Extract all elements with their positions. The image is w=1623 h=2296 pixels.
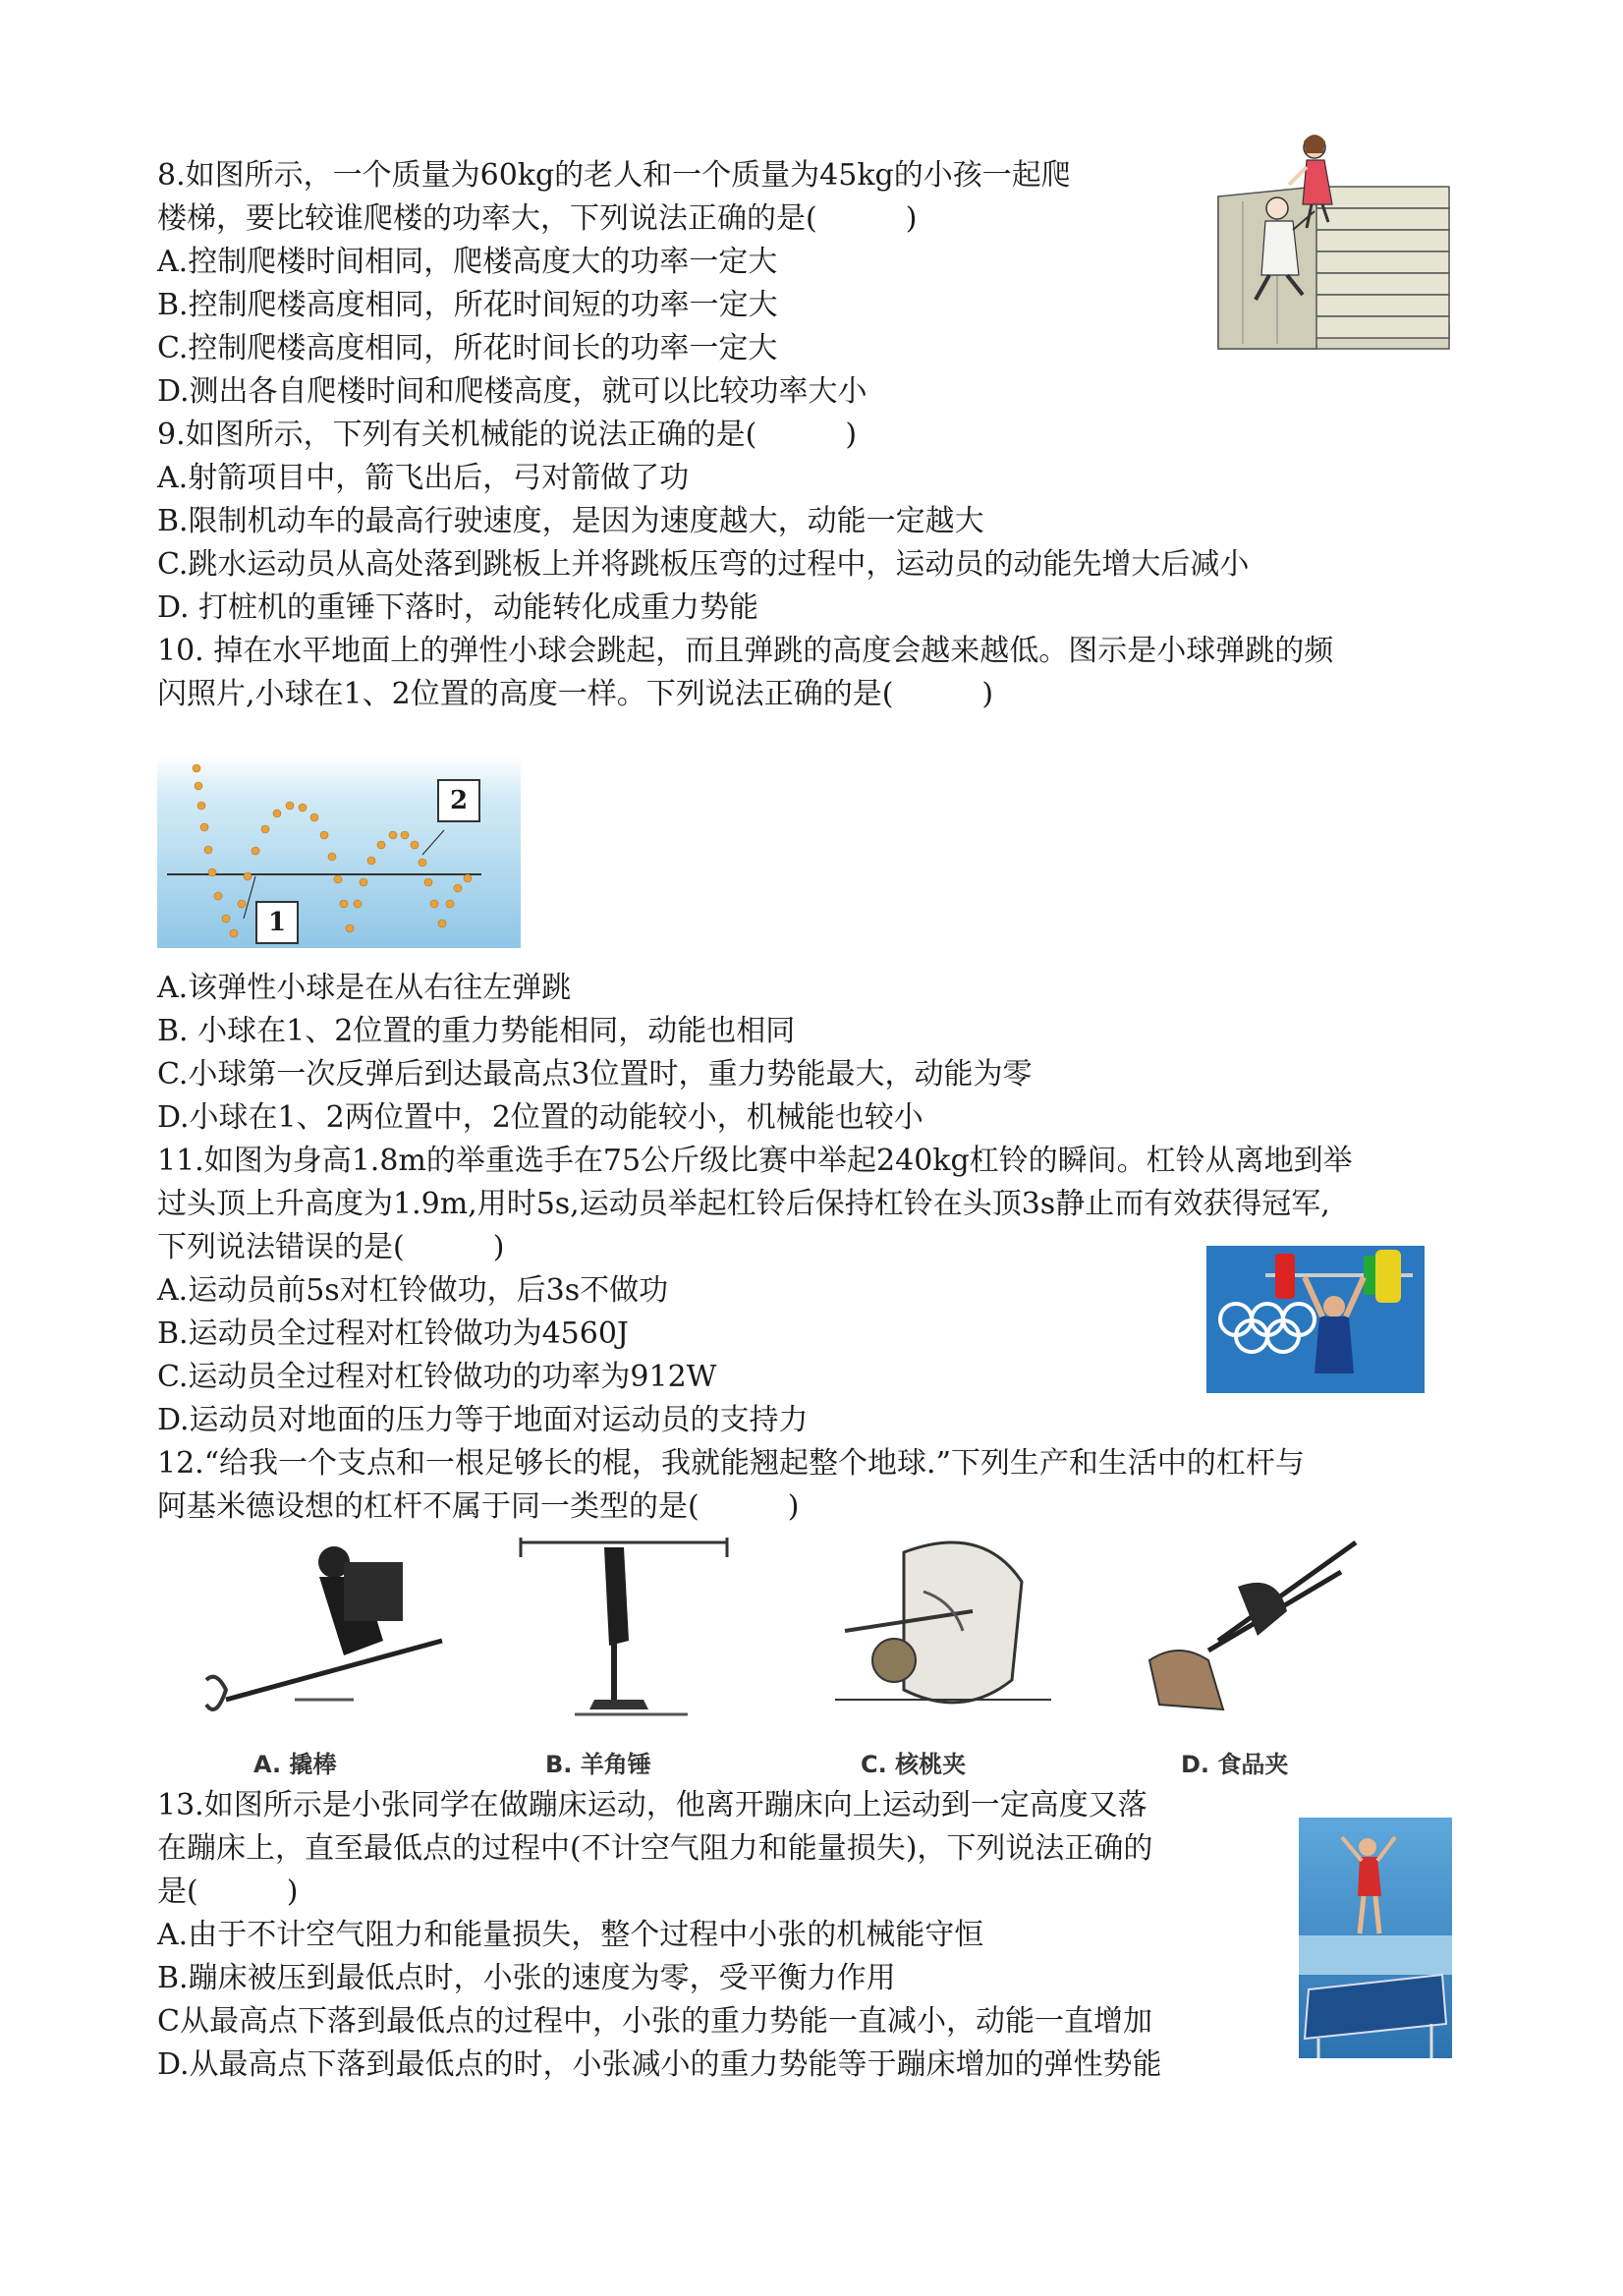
q9-stem: 9.如图所示，下列有关机械能的说法正确的是( ) <box>157 418 858 452</box>
crowbar-illustration <box>196 1533 452 1729</box>
nutcracker-illustration <box>825 1533 1061 1729</box>
q8-option-d: D.测出各自爬楼时间和爬楼高度，就可以比较功率大小 <box>157 374 867 409</box>
q13-option-c: C从最高点下落到最低点的过程中，小张的重力势能一直减小，动能一直增加 <box>157 2004 1152 2039</box>
lever-caption-c: C. 核桃夹 <box>861 1751 967 1778</box>
q9-option-d: D. 打桩机的重锤下落时，动能转化成重力势能 <box>157 590 759 625</box>
lever-caption-d: D. 食品夹 <box>1181 1751 1289 1778</box>
trampoline-photo <box>1299 1818 1452 2058</box>
q11-option-d: D.运动员对地面的压力等于地面对运动员的支持力 <box>157 1403 809 1437</box>
q8-stem-line1: 8.如图所示，一个质量为60kg的老人和一个质量为45kg的小孩一起爬 <box>157 158 1071 193</box>
lever-caption-b: B. 羊角锤 <box>545 1751 651 1778</box>
q13-option-b: B.蹦床被压到最低点时，小张的速度为零，受平衡力作用 <box>157 1961 896 1995</box>
q9-option-c: C.跳水运动员从高处落到跳板上并将跳板压弯的过程中，运动员的动能先增大后减小 <box>157 547 1250 582</box>
q10-stem-line2: 闪照片,小球在1、2位置的高度一样。下列说法正确的是( ) <box>157 677 994 711</box>
q8-stem-line2: 楼梯，要比较谁爬楼的功率大，下列说法正确的是( ) <box>157 201 918 236</box>
q10-stem-line1: 10. 掉在水平地面上的弹性小球会跳起，而且弹跳的高度会越来越低。图示是小球弹跳的频 <box>157 634 1334 668</box>
claw-hammer-illustration <box>516 1533 732 1729</box>
q13-stem-line2: 在蹦床上，直至最低点的过程中(不计空气阻力和能量损失)，下列说法正确的 <box>157 1831 1153 1866</box>
stair-climbing-illustration <box>1208 128 1454 354</box>
lever-caption-a: A. 撬棒 <box>253 1751 337 1778</box>
bouncing-ball-photo <box>157 756 521 948</box>
position-label-2: 2 <box>437 779 480 822</box>
q8-option-b: B.控制爬楼高度相同，所花时间短的功率一定大 <box>157 288 778 322</box>
q10-option-a: A.该弹性小球是在从右往左弹跳 <box>157 971 572 1005</box>
q11-option-c: C.运动员全过程对杠铃做功的功率为912W <box>157 1360 717 1394</box>
q13-option-a: A.由于不计空气阻力和能量损失，整个过程中小张的机械能守恒 <box>157 1918 984 1952</box>
q13-option-d: D.从最高点下落到最低点的时，小张减小的重力势能等于蹦床增加的弹性势能 <box>157 2047 1162 2082</box>
q12-stem-line1: 12.“给我一个支点和一根足够长的棍，我就能翘起整个地球.”下列生产和生活中的杠杆与 <box>157 1446 1305 1481</box>
q9-option-a: A.射箭项目中，箭飞出后，弓对箭做了功 <box>157 461 690 495</box>
q8-option-a: A.控制爬楼时间相同，爬楼高度大的功率一定大 <box>157 245 778 279</box>
q13-stem-line1: 13.如图所示是小张同学在做蹦床运动，他离开蹦床向上运动到一定高度又落 <box>157 1788 1147 1822</box>
q8-option-c: C.控制爬楼高度相同，所花时间长的功率一定大 <box>157 331 778 365</box>
weightlifter-photo <box>1206 1246 1425 1393</box>
q11-option-a: A.运动员前5s对杠铃做功，后3s不做功 <box>157 1273 669 1308</box>
position-label-1: 1 <box>255 901 299 944</box>
q10-option-c: C.小球第一次反弹后到达最高点3位置时，重力势能最大，动能为零 <box>157 1057 1033 1092</box>
q9-option-b: B.限制机动车的最高行驶速度，是因为速度越大，动能一定越大 <box>157 504 984 538</box>
q11-option-b: B.运动员全过程对杠铃做功为4560J <box>157 1316 629 1351</box>
q11-stem-line2: 过头顶上升高度为1.9m,用时5s,运动员举起杠铃后保持杠铃在头顶3s静止而有效获得冠军, <box>157 1187 1330 1221</box>
q12-stem-line2: 阿基米德设想的杠杆不属于同一类型的是( ) <box>157 1489 800 1524</box>
q11-stem-line1: 11.如图为身高1.8m的举重选手在75公斤级比赛中举起240kg杠铃的瞬间。杠铃从离地到举 <box>157 1144 1353 1178</box>
q10-option-d: D.小球在1、2两位置中，2位置的动能较小，机械能也较小 <box>157 1100 923 1135</box>
q10-option-b: B. 小球在1、2位置的重力势能相同，动能也相同 <box>157 1014 796 1048</box>
q11-stem-line3: 下列说法错误的是( ) <box>157 1230 505 1264</box>
food-tongs-illustration <box>1130 1533 1366 1729</box>
q13-stem-line3: 是( ) <box>157 1875 299 1909</box>
